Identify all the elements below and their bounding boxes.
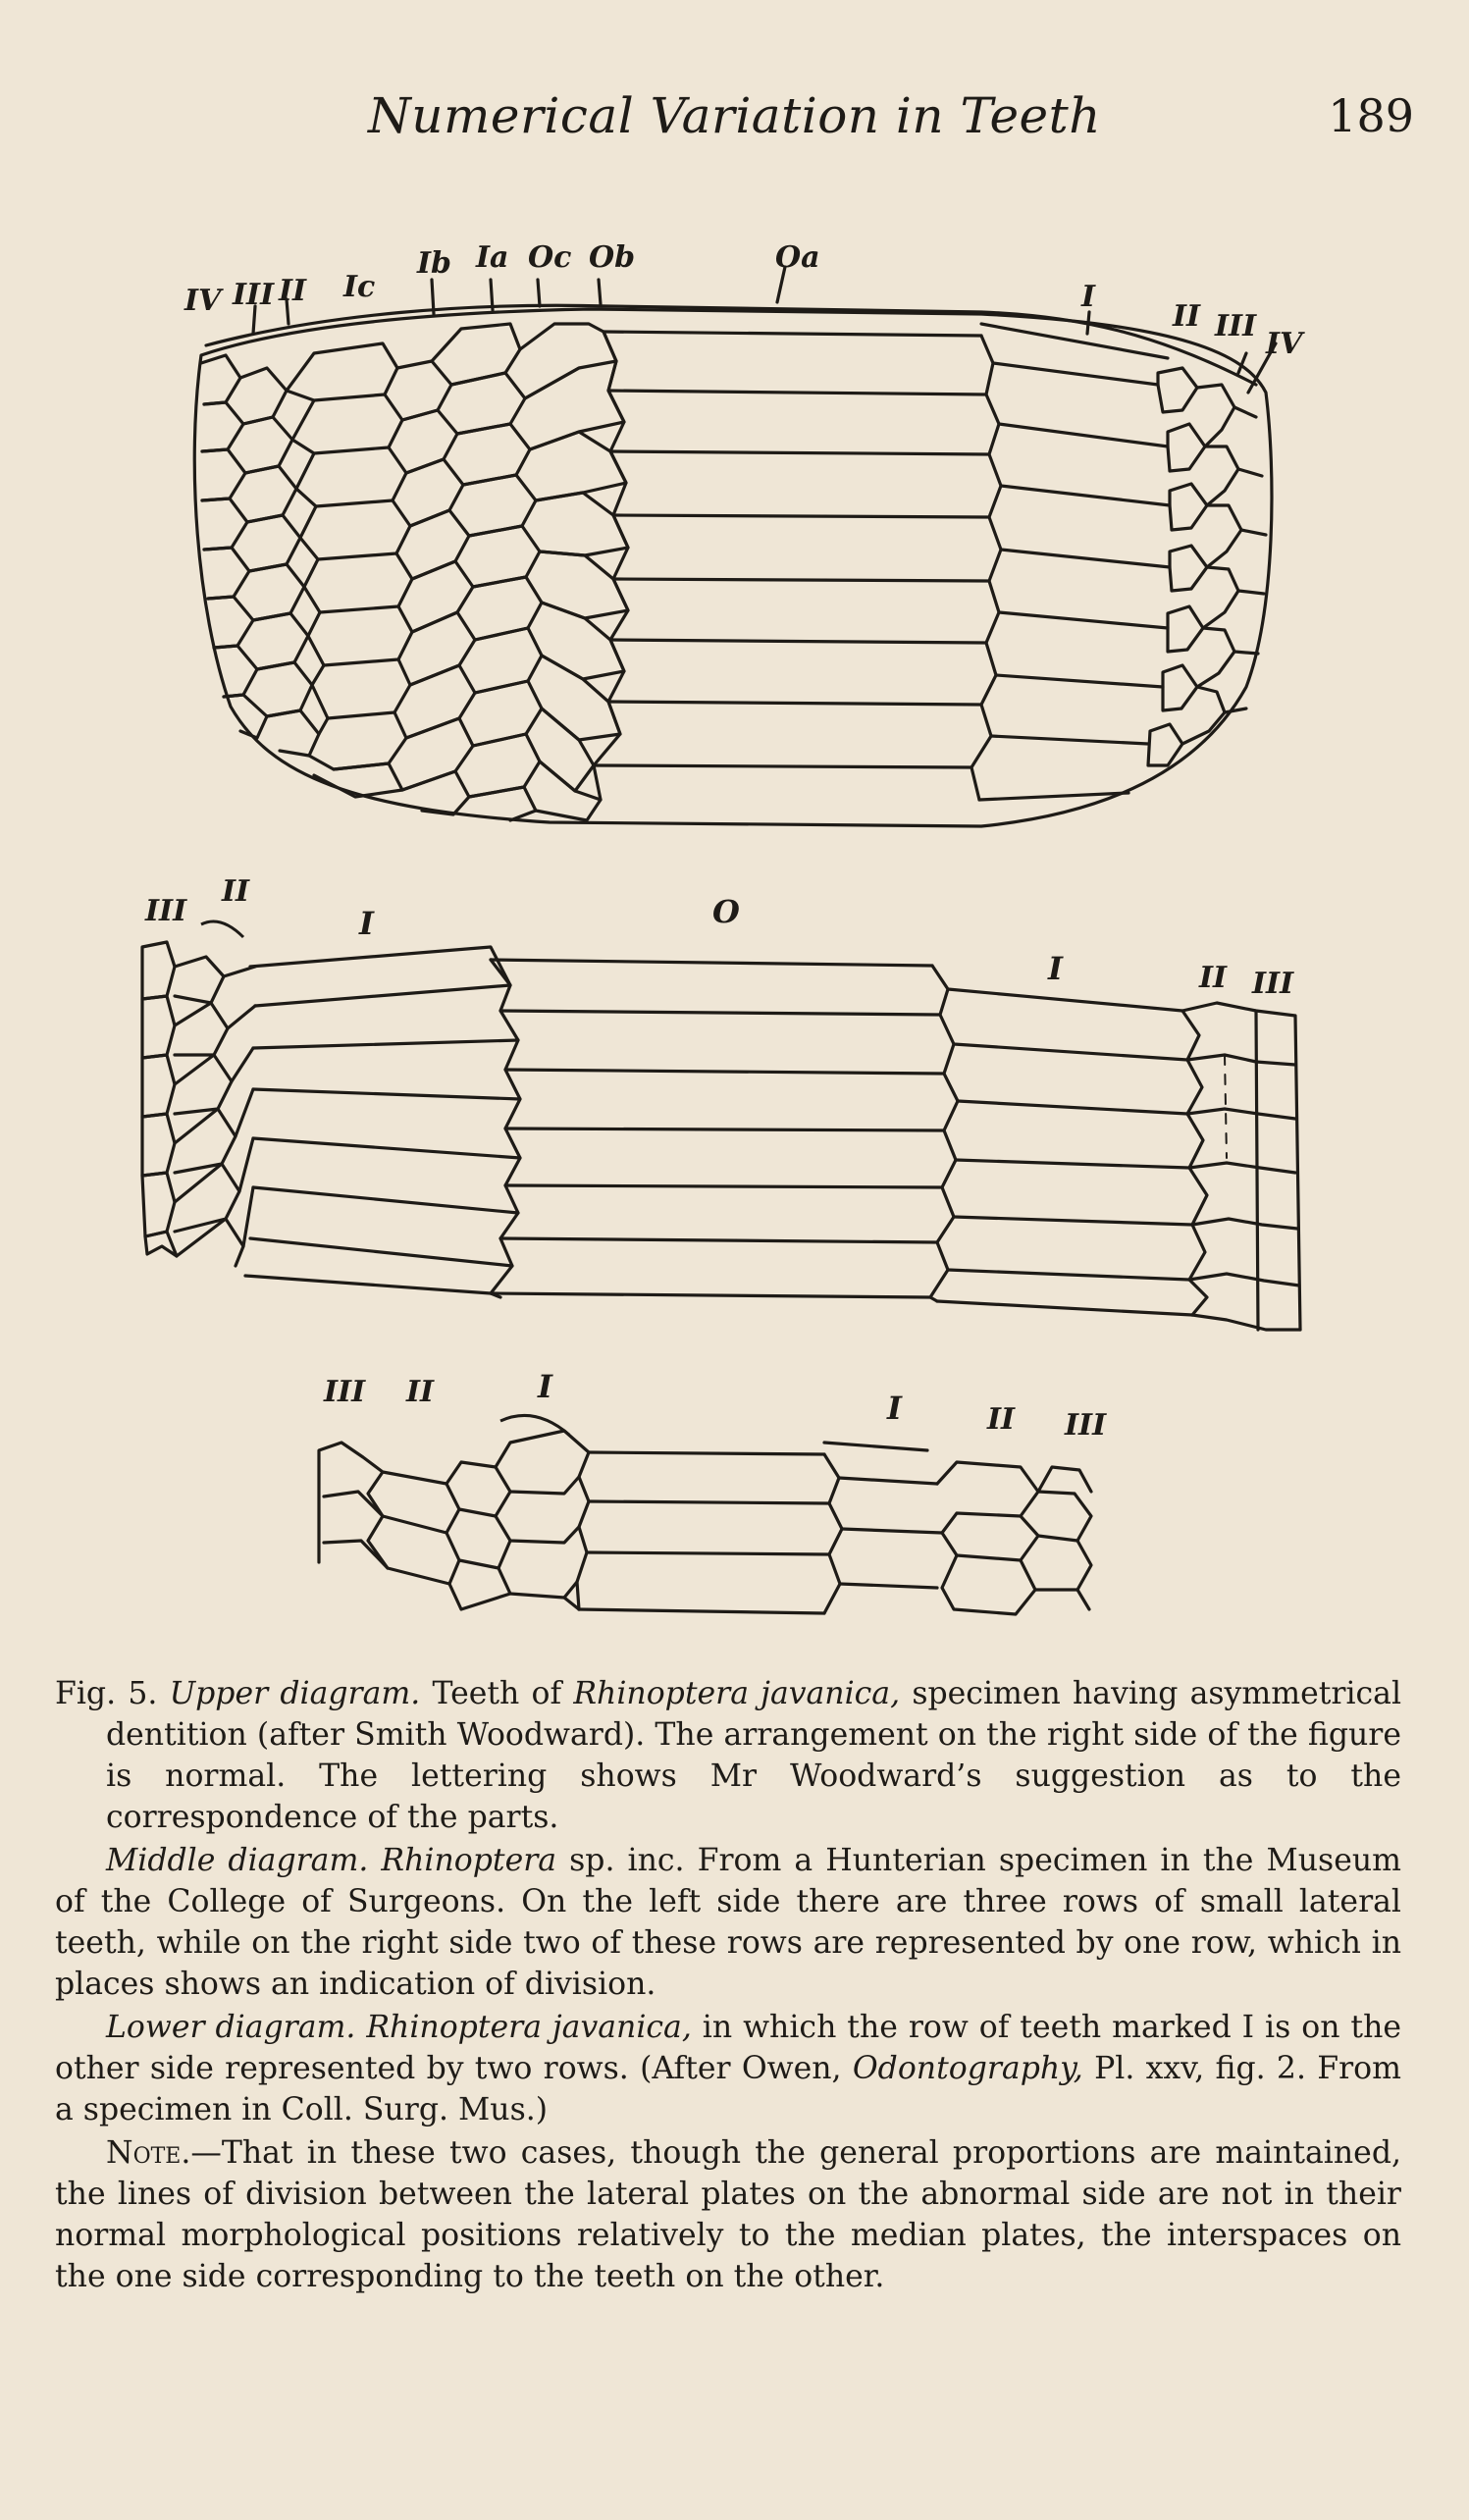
label-lower-II-right: II — [987, 1402, 1016, 1437]
label-upper-III-right: III — [1215, 309, 1257, 343]
middle-labels — [144, 874, 1294, 1001]
caption-upper-text-b: specimen having asymmetrical dentition (after Smith Woodward). The arrangement on the right side of the figure is normal. The lettering shows Mr Woodward’s suggestion as to the correspondence of the parts. — [106, 1676, 1402, 1835]
caption-fig-number: Fig. 5. — [55, 1676, 158, 1711]
label-lower-II-left: II — [406, 1375, 435, 1409]
label-upper-I-right: I — [1081, 280, 1096, 314]
caption-paragraph-note — [55, 2132, 1401, 2297]
label-upper-IV-right: IV — [1266, 327, 1303, 361]
upper-diagram — [194, 267, 1276, 826]
caption-paragraph-lower — [55, 2007, 1401, 2130]
caption-paragraph-middle — [55, 1840, 1401, 2005]
running-title: Numerical Variation in Teeth — [368, 87, 1101, 144]
lower-labels — [323, 1368, 1107, 1443]
label-upper-Ic: Ic — [343, 270, 376, 304]
label-middle-II-right: II — [1199, 961, 1228, 995]
label-lower-III-left: III — [324, 1375, 366, 1409]
label-upper-Ia: Ia — [476, 240, 509, 275]
label-middle-III-right: III — [1252, 967, 1294, 1001]
caption-lower-book: Odontography, — [852, 2051, 1083, 2086]
label-middle-O: O — [712, 893, 740, 930]
caption-upper-species: Rhinoptera javanica, — [573, 1676, 901, 1711]
upper-labels — [184, 240, 1305, 361]
label-upper-IV-left: IV — [184, 284, 222, 318]
caption-paragraph-upper — [55, 1673, 1401, 1838]
middle-brace — [201, 921, 243, 937]
label-upper-II-left: II — [279, 274, 307, 308]
caption-lower-text-a: in which the row of teeth marked I is on the other side represented by two rows. (After Owen, — [55, 2010, 1402, 2086]
label-upper-Ob: Ob — [589, 240, 636, 275]
caption-middle-species: Rhinoptera — [381, 1843, 557, 1878]
caption-lower-text-b: Pl. xxv, fig. 2. From a specimen in Coll. Surg. Mus.) — [55, 2051, 1401, 2127]
label-middle-III-left: III — [145, 894, 187, 928]
lower-diagram — [319, 1431, 1091, 1614]
caption-note-text: —That in these two cases, though the general proportions are maintained, the lines of division between the lateral plates on the abnormal side are not in their normal morphological positions relatively to the median plates, the interspaces on the one side corresponding to the teeth on the other. — [55, 2135, 1401, 2294]
caption-middle-title: Middle diagram. — [106, 1843, 369, 1878]
label-upper-Ib: Ib — [417, 246, 452, 281]
label-lower-I-right: I — [887, 1390, 902, 1427]
caption-lower-title: Lower diagram. — [106, 2010, 356, 2045]
label-middle-II-left: II — [222, 874, 250, 909]
label-lower-I-left: I — [538, 1368, 552, 1405]
caption-lower-species: Rhinoptera javanica, — [366, 2010, 692, 2045]
label-upper-Oa: Oa — [775, 240, 820, 275]
label-upper-II-right: II — [1173, 299, 1201, 334]
caption-note-label: Note. — [106, 2135, 191, 2171]
label-middle-I-left: I — [359, 905, 374, 942]
label-upper-III-left: III — [233, 278, 275, 312]
middle-diagram — [142, 942, 1300, 1330]
label-middle-I-right: I — [1048, 950, 1063, 987]
caption-upper-title: Upper diagram. — [169, 1676, 421, 1711]
caption-middle-text: sp. inc. From a Hunterian specimen in the Museum of the College of Surgeons. On the left side there are three rows of small lateral teeth, while on the right side two of these rows are represented by one row, which in places shows an indication of division. — [55, 1843, 1402, 2002]
figure-caption — [55, 1673, 1401, 2299]
page-number: 189 — [1328, 89, 1414, 142]
label-upper-Oc: Oc — [528, 240, 572, 275]
label-lower-III-right: III — [1065, 1408, 1107, 1443]
caption-upper-text-a: Teeth of — [432, 1676, 562, 1711]
